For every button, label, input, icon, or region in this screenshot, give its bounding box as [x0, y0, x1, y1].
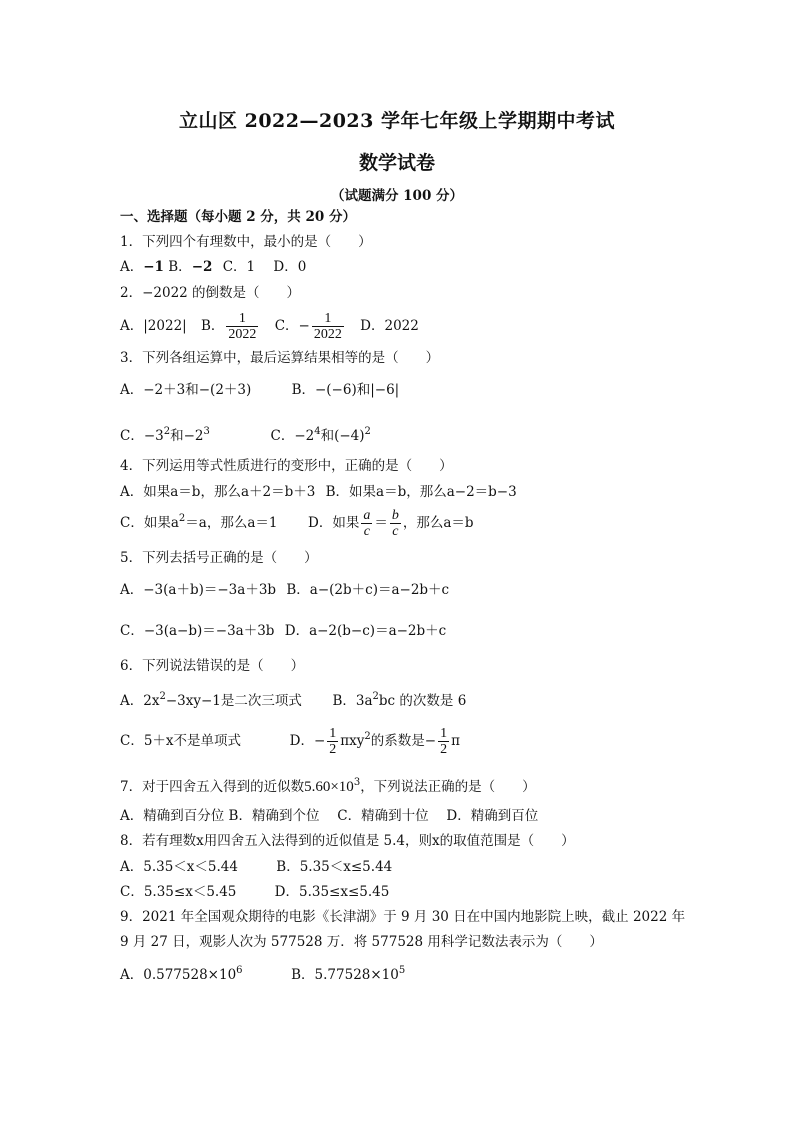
- option-b-fraction: $\frac{1}{2022}$: [228, 311, 257, 342]
- question-8-options-cd: [120, 883, 389, 901]
- section-heading: 一、选择题（每小题 2 分，共 20 分）: [120, 209, 356, 225]
- option-c: C．1: [222, 259, 256, 275]
- option-d: C．$-2^4$和$(-4)^2$: [270, 426, 371, 444]
- option-b: B．$5.77528\times 10^5$: [291, 965, 406, 983]
- option-b: B．−(−6)和|−6|: [291, 382, 400, 398]
- question-7-options: A．精确到百分位 B．精确到个位 C．精确到十位 D．精确到百位: [120, 808, 539, 824]
- option-c: C．5＋x不是单项式: [120, 733, 242, 749]
- option-c: C．$-3^2$和$-2^3$: [120, 426, 210, 444]
- question-3-options-cd: [120, 427, 371, 445]
- question-9-stem-line-2: 9 月 27 日，观影人次为 577528 万．将 577528 用科学记数法表示为（ ）: [120, 934, 603, 950]
- question-6-options-ab: [120, 692, 466, 710]
- option-d: D．a−2(b−c)＝a−2b＋c: [284, 623, 447, 639]
- question-8-stem: 8．若有理数x用四舍五入法得到的近似值是 5.4，则x的取值范围是（ ）: [120, 833, 575, 849]
- option-b: B．5.35＜x≤5.44: [276, 859, 393, 875]
- question-5-stem: 5．下列去括号正确的是（ ）: [120, 550, 318, 566]
- question-5-options-cd: [120, 622, 446, 640]
- question-2-options: [120, 306, 419, 346]
- question-3-stem: 3．下列各组运算中，最后运算结果相等的是（ ）: [120, 350, 440, 366]
- option-d: D．2022: [360, 318, 419, 334]
- option-b: B．a−(2b＋c)＝a−2b＋c: [286, 582, 450, 598]
- option-a-value: −1: [143, 259, 164, 275]
- option-a-label: A．: [120, 259, 144, 275]
- question-2-stem: 2．−2022 的倒数是（ ）: [120, 285, 301, 301]
- option-c: C．如果$a^2=a$，那么a＝1: [120, 513, 278, 531]
- option-c-fraction: $\frac{1}{2022}$: [313, 311, 342, 342]
- question-5-options-ab: [120, 581, 449, 599]
- question-9-options-ab: [120, 966, 405, 984]
- option-b: B．$3a^2bc$ 的次数是 6: [332, 691, 467, 709]
- question-9-stem-line-1: 9．2021 年全国观众期待的电影《长津湖》于 9 月 30 日在中国内地影院上映，截止 2022 年: [120, 909, 686, 925]
- option-b-label: B．: [201, 318, 225, 334]
- option-b-label: B．: [168, 259, 192, 275]
- question-4-stem: 4．下列运用等式性质进行的变形中，正确的是（ ）: [120, 458, 453, 474]
- question-1-options: [120, 258, 306, 276]
- question-8-options-ab: [120, 858, 392, 876]
- option-d: D．5.35≤x≤5.45: [274, 884, 390, 900]
- question-1-stem: 1．下列四个有理数中，最小的是（ ）: [120, 234, 372, 250]
- option-b: B．如果a＝b，那么a−2＝b−3: [325, 484, 517, 500]
- question-4-options-ab: [120, 483, 517, 501]
- option-a: A．$2x^2-3xy-1$是二次三项式: [120, 691, 302, 709]
- option-a: A．5.35＜x＜5.44: [120, 859, 238, 875]
- option-a: A．$0.577528\times 10^6$: [120, 965, 243, 983]
- option-a: A．−2＋3和−(2＋3): [120, 382, 252, 398]
- score-note: （试题满分 100 分）: [330, 188, 464, 204]
- question-4-options-cd: [120, 505, 474, 541]
- option-b-value: −2: [191, 259, 213, 275]
- question-7-stem: 7．对于四舍五入得到的近似数$5.60\times 10^3$，下列说法正确的是（ ）: [120, 777, 536, 795]
- question-6-stem: 6．下列说法错误的是（ ）: [120, 658, 305, 674]
- option-c-label: C．−: [274, 318, 310, 334]
- option-c: C．−3(a−b)＝−3a＋3b: [120, 623, 275, 639]
- exam-subtitle: 数学试卷: [358, 152, 435, 174]
- option-d: D．0: [273, 259, 307, 275]
- option-a: A．|2022|: [120, 318, 187, 334]
- option-c: C．5.35≤x＜5.45: [120, 884, 237, 900]
- exam-title: 立山区 2022—2023 学年七年级上学期期中考试: [179, 110, 615, 132]
- option-a: A．如果a＝b，那么a＋2＝b＋3: [120, 484, 316, 500]
- option-d: D．− $\frac{1}{2}$ πxy$^2$的系数是− $\frac{1}{2}$ π: [289, 726, 460, 757]
- question-3-options-ab: [120, 381, 399, 399]
- option-a: A．−3(a＋b)＝−3a＋3b: [120, 582, 277, 598]
- option-d: D．如果 $\frac{a}{c}$ ＝ $\frac{b}{c}$ ，那么a＝b: [308, 508, 474, 539]
- question-6-options-cd: [120, 722, 460, 760]
